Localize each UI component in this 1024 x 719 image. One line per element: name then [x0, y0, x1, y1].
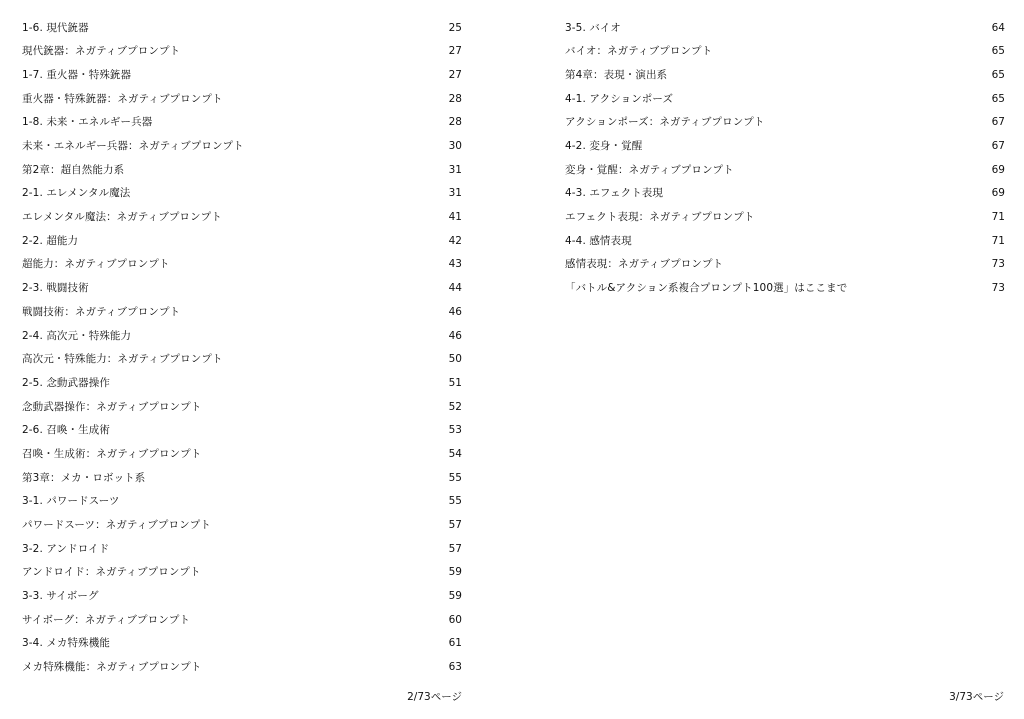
toc-entry-title: 3-4. メカ特殊機能 — [22, 637, 110, 650]
toc-entry[interactable] — [22, 419, 462, 443]
toc-entry-page-number: 50 — [448, 353, 462, 366]
toc-entry-title: サイボーグ：ネガティブプロンプト — [22, 613, 191, 626]
page-number-footer: 3/73ページ — [949, 691, 1004, 703]
toc-entry-page-number: 55 — [448, 495, 462, 508]
toc-entry-page-number: 65 — [991, 92, 1005, 105]
toc-entry-title: メカ特殊機能：ネガティブプロンプト — [22, 661, 202, 674]
toc-entry-title: 3-3. サイボーグ — [22, 590, 99, 603]
toc-entry-page-number: 27 — [448, 68, 462, 81]
toc-entry[interactable] — [22, 324, 462, 348]
toc-entry[interactable] — [22, 632, 462, 656]
toc-entry-title: 現代銃器：ネガティブプロンプト — [22, 45, 181, 58]
toc-entry-page-number: 31 — [448, 163, 462, 176]
right-page — [512, 0, 1024, 719]
toc-entry-title: 高次元・特殊能力：ネガティブプロンプト — [22, 353, 223, 366]
toc-entry[interactable] — [22, 466, 462, 490]
toc-entry-title: 「バトル&アクション系複合プロンプト100選」はここまで — [565, 282, 848, 295]
toc-entry[interactable] — [565, 182, 1005, 206]
toc-entry[interactable] — [22, 656, 462, 680]
toc-entry-title: 未来・エネルギー兵器：ネガティブプロンプト — [22, 140, 244, 153]
toc-entry-title: アクションポーズ：ネガティブプロンプト — [565, 116, 765, 129]
toc-entry[interactable] — [22, 40, 462, 64]
toc-list-right — [565, 16, 1005, 300]
toc-entry[interactable] — [22, 300, 462, 324]
toc-entry[interactable] — [565, 134, 1005, 158]
toc-entry[interactable] — [565, 253, 1005, 277]
toc-entry-page-number: 59 — [448, 566, 462, 579]
toc-entry[interactable] — [22, 63, 462, 87]
toc-entry[interactable] — [565, 40, 1005, 64]
toc-entry-page-number: 54 — [448, 447, 462, 460]
toc-entry[interactable] — [22, 608, 462, 632]
toc-entry-page-number: 57 — [448, 542, 462, 555]
toc-entry[interactable] — [22, 229, 462, 253]
toc-entry-title: 戦闘技術：ネガティブプロンプト — [22, 305, 181, 318]
toc-entry[interactable] — [565, 87, 1005, 111]
toc-entry-page-number: 31 — [448, 187, 462, 200]
toc-entry[interactable] — [22, 561, 462, 585]
toc-entry-title: 1-7. 重火器・特殊銃器 — [22, 68, 132, 81]
toc-entry-title: 2-4. 高次元・特殊能力 — [22, 329, 132, 342]
toc-entry[interactable] — [22, 537, 462, 561]
toc-entry-title: 4-3. エフェクト表現 — [565, 187, 663, 200]
toc-entry-title: 2-2. 超能力 — [22, 234, 79, 247]
toc-entry-title: 1-6. 現代銃器 — [22, 21, 89, 34]
toc-entry-title: 召喚・生成術：ネガティブプロンプト — [22, 447, 202, 460]
toc-entry-title: 1-8. 未来・エネルギー兵器 — [22, 116, 153, 129]
toc-entry-page-number: 46 — [448, 305, 462, 318]
toc-entry-page-number: 41 — [448, 211, 462, 224]
toc-entry-page-number: 52 — [448, 400, 462, 413]
toc-entry-page-number: 44 — [448, 282, 462, 295]
toc-entry[interactable] — [22, 182, 462, 206]
toc-entry-page-number: 53 — [448, 424, 462, 437]
toc-entry[interactable] — [565, 229, 1005, 253]
toc-entry[interactable] — [565, 277, 1005, 301]
toc-entry-page-number: 59 — [448, 590, 462, 603]
toc-entry[interactable] — [22, 87, 462, 111]
toc-entry-title: 感情表現：ネガティブプロンプト — [565, 258, 724, 271]
toc-entry[interactable] — [565, 63, 1005, 87]
toc-entry-title: 4-4. 感情表現 — [565, 234, 632, 247]
toc-entry[interactable] — [565, 206, 1005, 230]
toc-entry-page-number: 30 — [448, 140, 462, 153]
toc-entry[interactable] — [22, 442, 462, 466]
toc-entry-title: 2-3. 戦闘技術 — [22, 282, 89, 295]
toc-entry-page-number: 69 — [991, 187, 1005, 200]
toc-entry-title: 重火器・特殊銃器：ネガティブプロンプト — [22, 92, 223, 105]
toc-entry-title: 第2章：超自然能力系 — [22, 163, 125, 176]
toc-entry-page-number: 25 — [448, 21, 462, 34]
toc-entry-title: バイオ：ネガティブプロンプト — [565, 45, 713, 58]
toc-entry-page-number: 71 — [991, 211, 1005, 224]
toc-entry-title: 第4章：表現・演出系 — [565, 68, 668, 81]
toc-entry-title: 3-2. アンドロイド — [22, 542, 110, 555]
toc-entry-page-number: 64 — [991, 21, 1005, 34]
toc-entry-page-number: 60 — [448, 613, 462, 626]
toc-entry-page-number: 43 — [448, 258, 462, 271]
toc-entry-page-number: 28 — [448, 116, 462, 129]
toc-entry[interactable] — [22, 253, 462, 277]
toc-entry-title: エレメンタル魔法：ネガティブプロンプト — [22, 211, 222, 224]
toc-entry[interactable] — [22, 513, 462, 537]
toc-entry-title: 変身・覚醒：ネガティブプロンプト — [565, 163, 734, 176]
toc-entry-title: 3-1. パワードスーツ — [22, 495, 120, 508]
toc-entry[interactable] — [22, 206, 462, 230]
toc-entry-page-number: 69 — [991, 163, 1005, 176]
toc-entry[interactable] — [565, 158, 1005, 182]
toc-entry-page-number: 27 — [448, 45, 462, 58]
toc-entry-page-number: 55 — [448, 471, 462, 484]
toc-entry-page-number: 73 — [991, 258, 1005, 271]
toc-entry-title: 第3章：メカ・ロボット系 — [22, 471, 146, 484]
toc-entry-title: アンドロイド：ネガティブプロンプト — [22, 566, 201, 579]
toc-entry[interactable] — [22, 134, 462, 158]
toc-entry[interactable] — [22, 585, 462, 609]
toc-entry[interactable] — [22, 395, 462, 419]
toc-entry-page-number: 51 — [448, 376, 462, 389]
toc-entry-title: 超能力：ネガティブプロンプト — [22, 258, 170, 271]
toc-entry-page-number: 67 — [991, 116, 1005, 129]
toc-entry[interactable] — [22, 371, 462, 395]
toc-entry-title: 3-5. バイオ — [565, 21, 621, 34]
toc-entry[interactable] — [22, 16, 462, 40]
toc-entry-page-number: 61 — [448, 637, 462, 650]
toc-entry[interactable] — [22, 277, 462, 301]
toc-entry[interactable] — [565, 111, 1005, 135]
toc-entry-title: 4-1. アクションポーズ — [565, 92, 674, 105]
toc-entry-title: 2-1. エレメンタル魔法 — [22, 187, 131, 200]
toc-entry-page-number: 42 — [448, 234, 462, 247]
toc-entry[interactable] — [22, 158, 462, 182]
toc-entry-title: パワードスーツ：ネガティブプロンプト — [22, 519, 211, 532]
page-number-footer: 2/73ページ — [407, 691, 462, 703]
toc-entry-page-number: 65 — [991, 45, 1005, 58]
toc-entry-title: 2-5. 念動武器操作 — [22, 376, 110, 389]
toc-entry-page-number: 73 — [991, 282, 1005, 295]
toc-entry-title: 2-6. 召喚・生成術 — [22, 424, 110, 437]
toc-entry[interactable] — [22, 490, 462, 514]
toc-entry-page-number: 67 — [991, 140, 1005, 153]
toc-entry-page-number: 65 — [991, 68, 1005, 81]
toc-entry-page-number: 57 — [448, 519, 462, 532]
toc-entry-title: エフェクト表現：ネガティブプロンプト — [565, 211, 755, 224]
toc-entry[interactable] — [22, 111, 462, 135]
toc-entry[interactable] — [565, 16, 1005, 40]
toc-entry-title: 4-2. 変身・覚醒 — [565, 140, 643, 153]
toc-entry-page-number: 28 — [448, 92, 462, 105]
toc-entry-page-number: 71 — [991, 234, 1005, 247]
toc-entry-page-number: 46 — [448, 329, 462, 342]
toc-entry[interactable] — [22, 348, 462, 372]
toc-entry-page-number: 63 — [448, 661, 462, 674]
toc-list-left — [22, 16, 462, 679]
toc-entry-title: 念動武器操作：ネガティブプロンプト — [22, 400, 202, 413]
